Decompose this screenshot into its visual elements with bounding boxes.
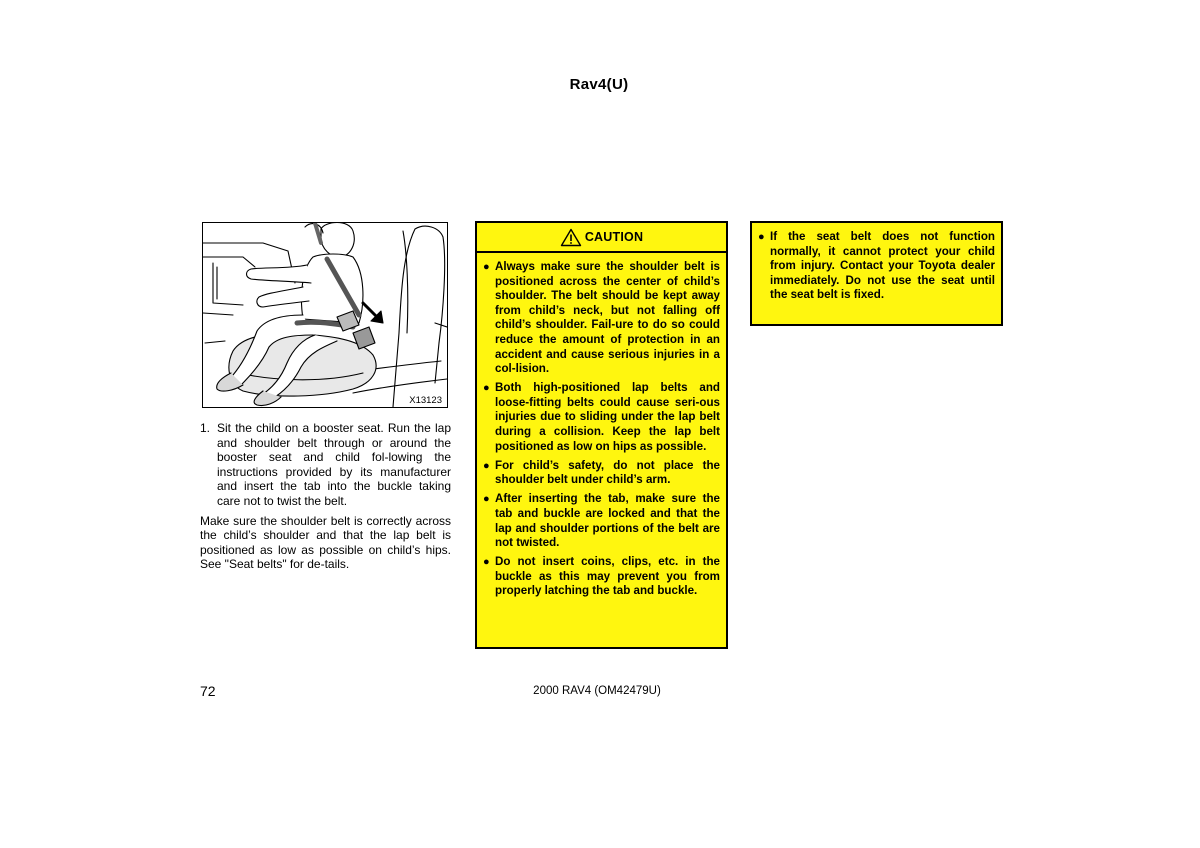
booster-seat-illustration [202, 222, 448, 408]
caution-continued-box [750, 221, 1003, 326]
caution-item [483, 459, 720, 488]
manual-reference: 2000 RAV4 (OM42479U) [533, 685, 661, 697]
caution-list [477, 253, 726, 599]
bullet-icon: ● [758, 231, 765, 243]
page-header [0, 76, 1200, 93]
footer-reference [0, 685, 1200, 697]
step-number: 1. [200, 421, 211, 435]
caution-item [483, 555, 720, 599]
bullet-icon: ● [483, 261, 490, 273]
caution-item-text: After inserting the tab, make sure the tab and buckle are locked and that the lap and shoulder portions of the belt are not twisted. [495, 492, 720, 550]
bullet-icon: ● [483, 556, 490, 569]
instructions-column [200, 421, 451, 572]
bullet-icon: ● [483, 459, 490, 472]
caution-item-text: For child’s safety, do not place the shoulder belt under child’s arm. [495, 458, 720, 487]
caution-item-text: Always make sure the shoulder belt is positioned across the center of child’s shoulder. The belt should be kept away from child’s neck, but not falling off child’s shoulder. Fail-ure to do so could reduce the amount of protection in an accident and cause serious injuries in a col-lision. [495, 260, 720, 376]
instruction-note: Make sure the shoulder belt is correctly across the child’s shoulder and that the lap belt is positioned as low as possible on child’s hips. See "Seat belts" for de-tails. [200, 513, 451, 572]
figure-code: X13123 [409, 395, 442, 406]
caution-item [483, 381, 720, 454]
caution-title: CAUTION [584, 230, 644, 244]
caution-item [483, 260, 720, 377]
caution-item-text: Both high-positioned lap belts and loose-fitting belts could cause seri-ous injuries due to sliding under the lap belt during a collision. Keep the lap belt positioned as low on hips as possible. [495, 381, 720, 453]
page-title: Rav4(U) [569, 76, 629, 93]
caution-item-text: Do not insert coins, clips, etc. in the buckle as this may prevent you from properly latching the tab and buckle. [495, 555, 720, 598]
caution-box [475, 221, 728, 649]
caution-item [483, 492, 720, 550]
step-text: Sit the child on a booster seat. Run the lap and shoulder belt through or around the booster seat and child fol-lowing the instructions provided by its manufacturer and insert the tab into the buckle taking care not to twist the belt. [217, 421, 451, 508]
warning-triangle-icon [560, 228, 582, 247]
instruction-step [200, 421, 451, 509]
caution-continued-text: If the seat belt does not function normally, it cannot protect your child from injury. Contact your Toyota dealer immediately. Do not use the seat until the seat belt is fixed. [770, 230, 995, 302]
page-number: 72 [200, 683, 216, 699]
caution-item [758, 230, 995, 303]
bullet-icon: ● [483, 382, 490, 395]
caution-header [477, 223, 726, 253]
bullet-icon: ● [483, 493, 490, 506]
child-booster-seat-illustration [203, 223, 447, 407]
